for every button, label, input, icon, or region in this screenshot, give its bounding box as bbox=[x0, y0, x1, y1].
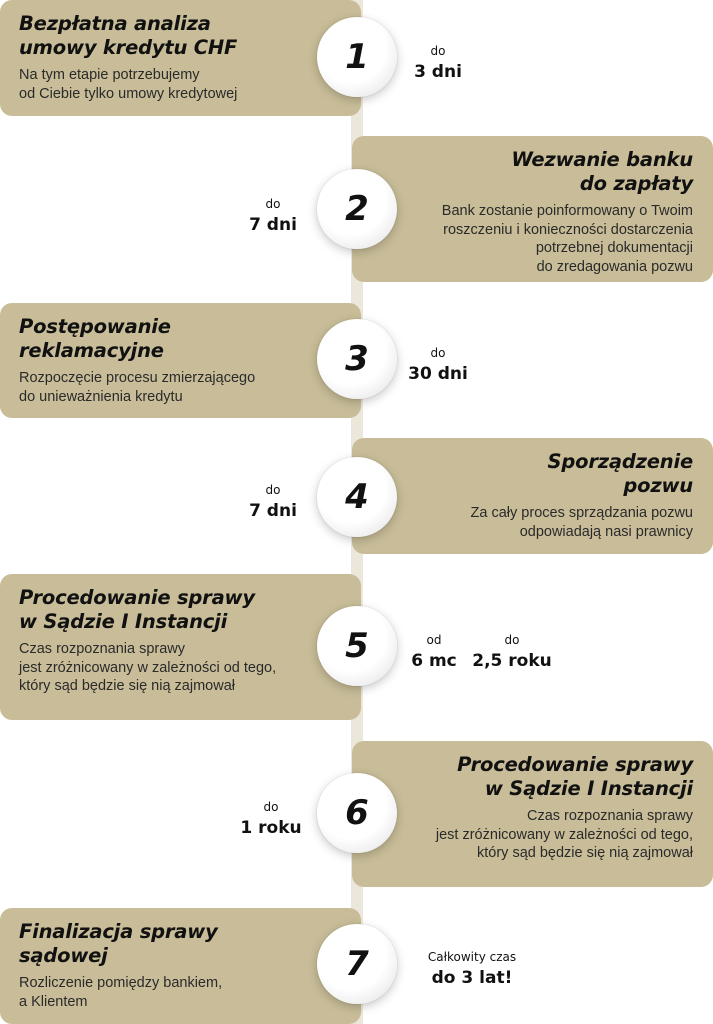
step-5-card bbox=[0, 574, 361, 720]
step-4-duration bbox=[233, 483, 313, 522]
step-7-duration bbox=[404, 950, 540, 989]
step-7-number-badge bbox=[317, 924, 397, 1004]
step-5-duration-to-prefix: do bbox=[504, 633, 520, 647]
step-5-duration-to bbox=[466, 633, 558, 672]
step-7-number: 7 bbox=[345, 944, 369, 984]
step-1-title: Bezpłatna analiza umowy kredytu CHF bbox=[19, 12, 238, 59]
step-3-duration-value: 30 dni bbox=[408, 364, 468, 384]
step-7-duration-value: do 3 lat! bbox=[431, 968, 513, 988]
step-7-card bbox=[0, 908, 361, 1024]
step-3-card bbox=[0, 303, 361, 418]
step-5-number: 5 bbox=[345, 626, 369, 666]
step-3-number: 3 bbox=[345, 339, 369, 379]
step-3-number-badge bbox=[317, 319, 397, 399]
step-6-duration-prefix: do bbox=[263, 800, 279, 814]
step-5-duration-from-value: 6 mc bbox=[411, 651, 457, 671]
step-2-description: Bank zostanie poinformowany o Twoim roszczeniu i konieczności dostarczenia potrzebnej dokumentacji do zredagowania pozwu bbox=[441, 203, 693, 275]
step-2-title: Wezwanie banku do zapłaty bbox=[511, 148, 693, 195]
step-5-duration-from bbox=[402, 633, 466, 672]
step-2-duration bbox=[233, 197, 313, 236]
step-2-duration-value: 7 dni bbox=[249, 215, 297, 235]
step-1-card bbox=[0, 0, 361, 116]
step-6-number-badge bbox=[317, 773, 397, 853]
step-4-card bbox=[352, 438, 713, 554]
step-4-duration-value: 7 dni bbox=[249, 501, 297, 521]
step-4-description: Za cały proces sprządzania pozwu odpowiadają nasi prawnicy bbox=[470, 505, 693, 540]
step-7-duration-prefix: Całkowity czas bbox=[427, 950, 517, 964]
step-2-number-badge bbox=[317, 169, 397, 249]
step-7-title: Finalizacja sprawy sądowej bbox=[19, 920, 218, 967]
step-1-duration-prefix: do bbox=[430, 44, 446, 58]
step-1-description: Na tym etapie potrzebujemy od Ciebie tylko umowy kredytowej bbox=[19, 67, 238, 102]
step-5-description: Czas rozpoznania sprawy jest zróżnicowany w zależności od tego, który sąd będzie się nią zajmował bbox=[19, 641, 277, 694]
step-4-title: Sporządzenie pozwu bbox=[547, 450, 693, 497]
step-1-number-badge bbox=[317, 17, 397, 97]
step-5-duration-to-value: 2,5 roku bbox=[472, 651, 552, 671]
step-2-number: 2 bbox=[345, 189, 369, 229]
step-6-card bbox=[352, 741, 713, 887]
step-4-number: 4 bbox=[345, 477, 369, 517]
step-7-description: Rozliczenie pomiędzy bankiem, a Klientem bbox=[19, 975, 223, 1010]
step-5-title: Procedowanie sprawy w Sądzie I Instancji bbox=[19, 586, 255, 633]
step-3-description: Rozpoczęcie procesu zmierzającego do unieważnienia kredytu bbox=[19, 370, 256, 405]
step-3-title: Postępowanie reklamacyjne bbox=[19, 315, 171, 362]
step-3-duration bbox=[398, 346, 478, 385]
step-4-duration-prefix: do bbox=[265, 483, 281, 497]
step-3-duration-prefix: do bbox=[430, 346, 446, 360]
step-1-number: 1 bbox=[345, 37, 369, 77]
step-1-duration-value: 3 dni bbox=[414, 62, 462, 82]
step-6-title: Procedowanie sprawy w Sądzie I Instancji bbox=[457, 753, 693, 800]
step-2-duration-prefix: do bbox=[265, 197, 281, 211]
step-5-number-badge bbox=[317, 606, 397, 686]
step-6-duration bbox=[226, 800, 316, 839]
step-6-description: Czas rozpoznania sprawy jest zróżnicowany w zależności od tego, który sąd będzie się nią zajmował bbox=[435, 808, 693, 861]
step-1-duration bbox=[398, 44, 478, 83]
step-2-card bbox=[352, 136, 713, 282]
step-6-number: 6 bbox=[345, 793, 369, 833]
step-4-number-badge bbox=[317, 457, 397, 537]
step-6-duration-value: 1 roku bbox=[240, 818, 302, 838]
step-5-duration-from-prefix: od bbox=[426, 633, 442, 647]
